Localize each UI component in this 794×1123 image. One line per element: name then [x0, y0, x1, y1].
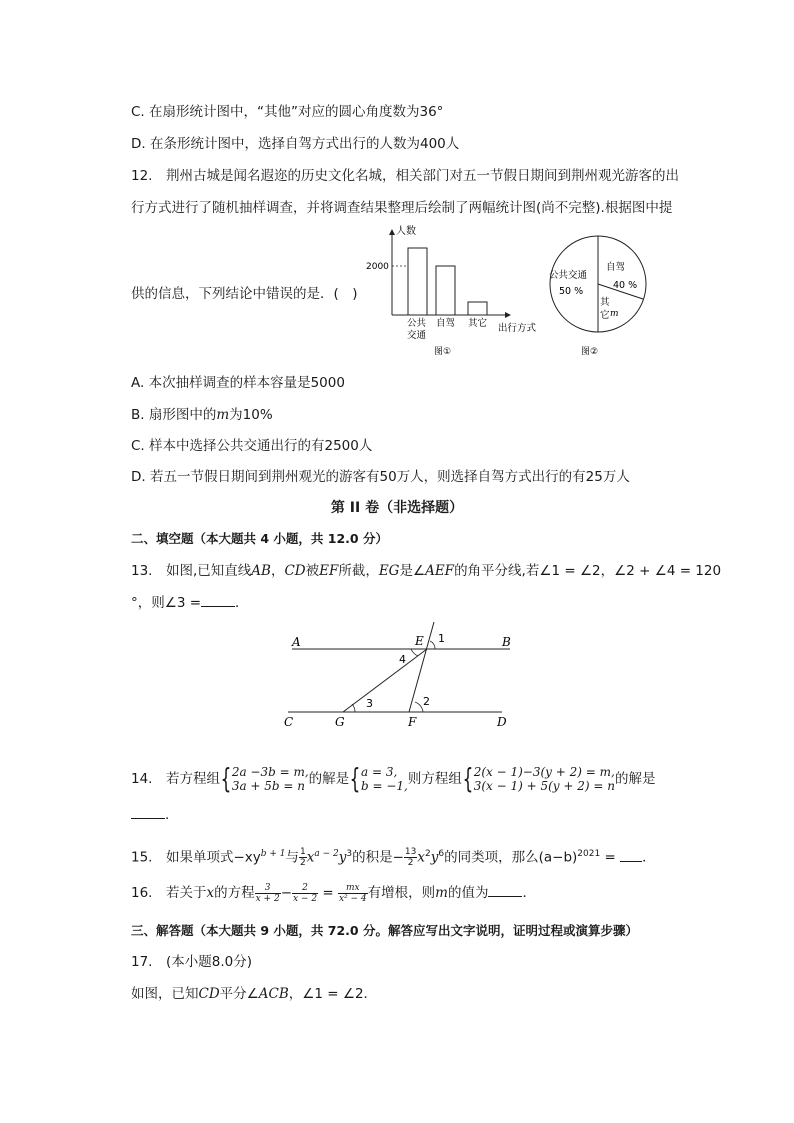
q16-x: x — [206, 885, 215, 901]
point-d: D — [497, 715, 507, 729]
q14-brace-1: { — [220, 762, 232, 795]
q15-exp3: 3 — [346, 849, 353, 859]
q13-text-b: 被 — [305, 563, 320, 579]
q12-stem-line2: 行方式进行了随机抽样调查，并将调查结果整理后绘制了两幅统计图(尚不完整).根据图中提 — [131, 200, 673, 216]
q13-aef: AEF — [425, 563, 455, 579]
q17-text-c: ，∠1 = ∠2． — [288, 986, 378, 1002]
q15-x: x — [306, 849, 315, 866]
q15-f1n: 1 — [300, 847, 306, 857]
q13-line1 — [131, 562, 721, 580]
q13-text-g: ． — [235, 595, 249, 611]
q12-stem-line1: 12. 荆州古城是闻名遐迩的历史文化名城，相关部门对五一节假日期间到荆州观光游客的出 — [131, 168, 679, 184]
pie-s2-pct: 40 % — [613, 280, 638, 291]
q13-text-a: 13. 如图,已知直线 — [131, 563, 252, 579]
angle-label-3: 3 — [366, 697, 373, 710]
q14-mid2: 则方程组 — [407, 771, 462, 787]
q13-text-c: 所截， — [338, 563, 379, 579]
q16-f1n: 3 — [255, 883, 281, 894]
angle-label-2: 2 — [423, 695, 430, 708]
q15-f2d: 2 — [407, 858, 414, 868]
angle-arc-2 — [415, 702, 423, 712]
q16-f1d: x + 2 — [255, 893, 280, 904]
q15-y6: y — [430, 849, 439, 866]
q15-exp5: 6 — [438, 849, 445, 859]
q13-cd: CD — [284, 563, 306, 579]
bar-cat2: 自驾 — [436, 318, 456, 329]
q14-sol1: a = 3, — [361, 765, 398, 779]
point-g: G — [335, 715, 345, 729]
q12-option-d: D. 若五一节假日期间到荆州观光的游客有50万人，则选择自驾方式出行的有25万人 — [131, 469, 630, 485]
q14-eq1: 2a −3b = m, — [231, 765, 309, 779]
q17-acb: ACB — [258, 986, 289, 1002]
bar-chart-ylabel: 人数 — [396, 226, 416, 237]
q12-option-b-pre: B. 扇形图中的 — [131, 407, 217, 423]
angle-label-4: 4 — [399, 653, 406, 666]
q15-line — [131, 843, 656, 869]
q14-eq3: 2(x − 1)−3(y + 2) = m, — [473, 765, 615, 779]
q16-frac-3 — [338, 883, 368, 904]
q14-mid: 的解是 — [308, 771, 350, 787]
q15-exp4: 2 — [425, 849, 431, 859]
q15-post: 的同类项，那么(a−b) — [444, 849, 578, 866]
q13-text-d: 是∠ — [399, 563, 426, 579]
q15-x2: x — [417, 849, 425, 866]
bar-other — [468, 302, 487, 315]
pie-chart-caption: 图② — [581, 347, 599, 357]
pie-chart-figure — [545, 228, 655, 363]
q15-mid: 的积是− — [352, 849, 404, 866]
section2-header: 二、填空题（本大题共 4 小题，共 12.0 分） — [131, 531, 388, 546]
q14-system-2 — [474, 765, 615, 793]
q16-f2n: 2 — [292, 883, 318, 894]
q15-y: y — [338, 849, 347, 866]
q17-text-a: 如图，已知 — [131, 986, 199, 1002]
q14-eq4: 3(x − 1) + 5(y + 2) = n — [473, 779, 615, 793]
bar-cat3: 其它 — [468, 318, 488, 329]
q16-post: 有增根，则 — [367, 885, 436, 901]
q14-brace-2: { — [349, 762, 361, 795]
q17-line1: 17. (本小题8.0分) — [131, 954, 252, 970]
q15-answer-blank — [620, 849, 642, 862]
q13-text-e: 的角平分线,若∠1 = ∠2，∠2 + ∠4 = 120 — [454, 563, 722, 579]
part2-title: 第 II 卷（非选择题） — [330, 500, 464, 516]
q12-option-b-post: 为10% — [229, 407, 273, 423]
bar-chart-figure — [360, 222, 555, 362]
q16-f3d: x² − 4 — [338, 893, 367, 904]
bar-chart-tick-2000: 2000 — [366, 262, 389, 272]
point-c: C — [284, 715, 294, 729]
q16-mid: 的方程 — [214, 885, 255, 901]
q14-eq2: 3a + 5b = n — [231, 779, 306, 793]
line-eg — [343, 649, 427, 712]
angle-arc-1 — [430, 641, 435, 649]
q15-frac-13-2 — [404, 847, 417, 868]
q16-f3n: mx — [338, 883, 368, 894]
q14-line2 — [131, 806, 169, 824]
q15-pre: 15. 如果单项式−xy — [131, 849, 261, 866]
q15-with: 与 — [285, 849, 300, 866]
q16-minus: − — [280, 885, 292, 901]
q16-m: m — [435, 885, 448, 901]
q16-answer-blank — [488, 884, 522, 897]
q15-exp1: b + 1 — [260, 849, 286, 859]
point-e: E — [415, 634, 424, 648]
q16-pre: 16. 若关于 — [131, 885, 207, 901]
q13-line2 — [131, 594, 249, 612]
angle-arc-4 — [411, 649, 418, 656]
q14-pre: 14. 若方程组 — [131, 771, 220, 787]
q13-sep: ， — [270, 563, 285, 579]
q12-stem-line3: 供的信息，下列结论中错误的是．( ) — [131, 286, 358, 302]
pie-s3-line1: 其 — [600, 297, 610, 308]
q13-ef: EF — [319, 563, 339, 579]
q14-answer-blank — [131, 806, 165, 819]
q14-end: . — [165, 807, 170, 823]
q11-option-c: C. 在扇形统计图中，“其他”对应的圆心角度数为36° — [131, 104, 444, 120]
q16-end: ． — [522, 885, 536, 901]
q16-frac-1 — [255, 883, 281, 904]
q15-eq: = — [600, 849, 621, 866]
q14-system-1 — [232, 765, 309, 793]
q14-brace-3: { — [462, 762, 474, 795]
point-b: B — [502, 635, 511, 649]
q13-text-f: °，则∠3 = — [131, 595, 202, 611]
q12-option-b — [131, 406, 273, 424]
bar-cat1-line1: 公共 — [407, 318, 427, 329]
q17-line2 — [131, 985, 377, 1003]
pie-s1-label: 公共交通 — [549, 270, 588, 281]
q12-option-c: C. 样本中选择公共交通出行的有2500人 — [131, 438, 373, 454]
q11-option-d: D. 在条形统计图中，选择自驾方式出行的人数为400人 — [131, 136, 460, 152]
q15-end: ． — [642, 849, 656, 866]
bar-public-transport — [408, 248, 427, 315]
q13-ab: AB — [251, 563, 271, 579]
section3-header: 三、解答题（本大题共 9 小题，共 72.0 分。解答应写出文字说明，证明过程或演算步骤） — [131, 923, 638, 938]
q12-option-b-var: m — [216, 407, 230, 423]
bar-chart-xlabel: 出行方式 — [498, 323, 537, 334]
q15-f1d: 2 — [300, 858, 306, 868]
q13-answer-blank — [201, 594, 235, 607]
q14-post: 的解是 — [614, 771, 656, 787]
bar-chart-caption: 图① — [434, 347, 452, 357]
angle-label-1: 1 — [438, 632, 445, 645]
q17-text-b: 平分∠ — [219, 986, 259, 1002]
pie-s1-pct: 50 % — [559, 286, 584, 297]
q16-line — [131, 881, 536, 905]
q14-sol2: b = −1, — [361, 779, 408, 793]
q14-line1 — [131, 764, 655, 794]
q12-option-a: A. 本次抽样调查的样本容量是5000 — [131, 375, 345, 391]
q15-f2n: 13 — [404, 847, 417, 857]
bar-self-drive — [436, 266, 455, 315]
point-a: A — [292, 635, 301, 649]
q14-solution — [361, 765, 408, 793]
q16-post2: 的值为 — [447, 885, 489, 901]
q15-exp2: a − 2 — [314, 849, 339, 859]
q13-eg: EG — [378, 563, 400, 579]
q16-frac-2 — [292, 883, 318, 904]
q15-exp6: 2021 — [577, 849, 601, 859]
pie-s3-var: m — [610, 309, 619, 319]
q15-frac-half — [299, 847, 307, 868]
q17-cd: CD — [198, 986, 220, 1002]
q16-f2d: x − 2 — [293, 893, 318, 904]
pie-s2-label: 自驾 — [606, 262, 626, 273]
q16-eq: = — [318, 885, 338, 901]
geometry-figure — [280, 618, 520, 730]
pie-s3-line2: 它 — [600, 310, 610, 321]
bar-cat1-line2: 交通 — [407, 330, 427, 341]
point-f: F — [408, 715, 417, 729]
